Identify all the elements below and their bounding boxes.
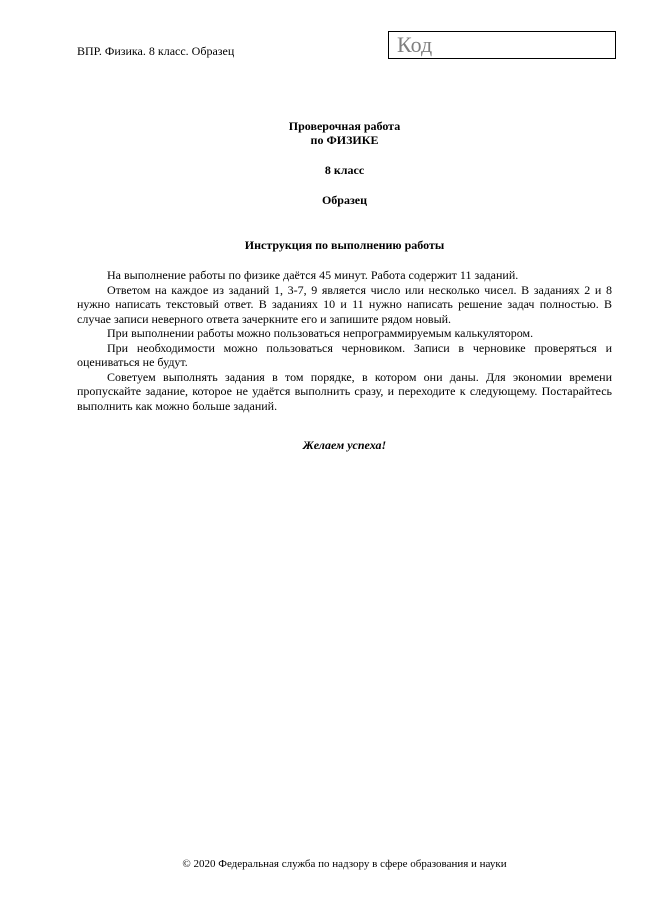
instructions-heading: Инструкция по выполнению работы <box>244 238 445 252</box>
instruction-paragraph: Советуем выполнять задания в том порядке, в котором они даны. Для экономии времени пропускайте задание, которое не удаётся выполнить сразу, и переходите к следующему. Постарайтесь выполнить как можно больше заданий. <box>77 369 612 413</box>
wish-text: Желаем успеха! <box>302 438 387 452</box>
code-field-label: Код <box>397 32 433 57</box>
instructions-body <box>77 268 612 413</box>
footer-copyright: © 2020 Федеральная служба по надзору в сфере образования и науки <box>182 858 507 870</box>
sample-label: Образец <box>321 193 368 207</box>
instruction-paragraph: Ответом на каждое из заданий 1, 3-7, 9 является число или несколько чисел. В заданиях 2 и 8 нужно написать текстовый ответ. В заданиях 10 и 11 нужно написать решение задач полностью. В случае записи неверного ответа зачеркните его и запишите рядом новый. <box>77 282 612 326</box>
title-line-2: по ФИЗИКЕ <box>310 133 379 147</box>
grade-label: 8 класс <box>324 163 365 177</box>
instruction-paragraph: На выполнение работы по физике даётся 45 минут. Работа содержит 11 заданий. <box>107 268 519 282</box>
instruction-paragraph: При выполнении работы можно пользоваться непрограммируемым калькулятором. <box>107 326 534 340</box>
code-field[interactable] <box>388 31 616 59</box>
title-line-1: Проверочная работа <box>288 119 401 133</box>
instruction-paragraph: При необходимости можно пользоваться черновиком. Записи в черновике проверяться и оцениваться не будут. <box>77 340 612 369</box>
document-header: ВПР. Физика. 8 класс. Образец <box>77 44 235 58</box>
